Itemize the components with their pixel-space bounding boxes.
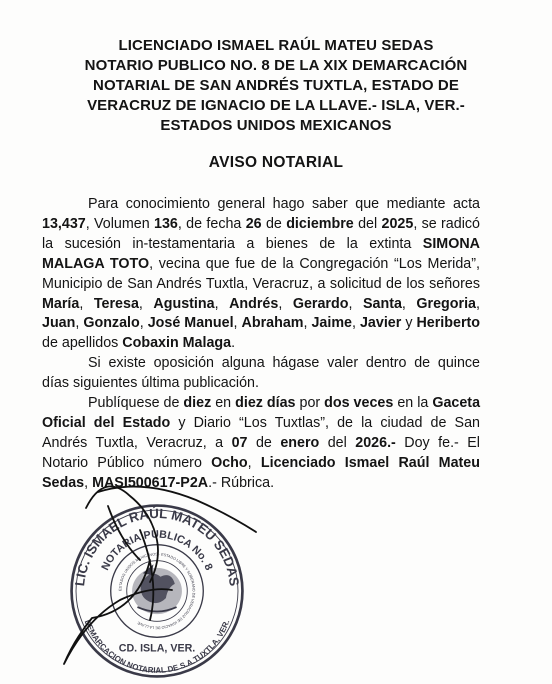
heir-name: José Manuel xyxy=(147,315,234,332)
heir-name: Heriberto xyxy=(416,315,481,332)
header-line: ESTADOS UNIDOS MEXICANOS xyxy=(160,117,392,134)
seal-inner-text: NOTARIA PUBLICA No. 8 xyxy=(99,528,215,573)
heir-name: Abraham xyxy=(241,315,304,332)
notary-seal xyxy=(68,502,246,680)
paragraph-succession: Para conocimiento general hago saber que mediante acta 13,437, Volumen 136, de fecha 26 de diciembre del 2025, se radicó la sucesión in-testamentaria a bienes de la extinta SIMONA MALAGA TOTO, vecina que fue de la Congregación “Los Merida”, Municipio de San Andrés Tuxtla, Veracruz, a solicitud de los señores María, Teresa, Agustina, Andrés, Gerardo, Santa, Gregoria, Juan, Gonzalo, José Manuel, Abraham, Jaime, Javier y Heriberto de apellidos Cobaxin Malaga. xyxy=(42,196,481,352)
seal-ring-text: ESTADOS UNIDOS MEXICANOS · ESTADO LIBRE Y SOBERANO DE VERACRUZ DE IGNACIO DE LA LLAVE xyxy=(118,552,196,630)
notice-body xyxy=(42,195,480,494)
header-line: NOTARIAL DE SAN ANDRÉS TUXTLA, ESTADO DE xyxy=(93,77,459,94)
seal-outer-text: LIC. ISMAEL RAÚL MATEU SEDAS xyxy=(72,505,242,587)
heir-name: Juan xyxy=(42,315,76,332)
heirs-surnames: Cobaxin Malaga xyxy=(122,335,232,352)
notice-title: AVISO NOTARIAL xyxy=(208,154,344,171)
coat-of-arms-icon xyxy=(132,564,182,614)
date-month: diciembre xyxy=(286,215,354,232)
acta-number: 13,437 xyxy=(42,215,86,232)
date-day: 26 xyxy=(245,215,262,232)
notary-name: Licenciado Ismael Raúl Mateu Sedas xyxy=(42,454,480,491)
heir-name: Andrés xyxy=(229,295,279,312)
heir-name: Agustina xyxy=(153,295,215,312)
notary-header xyxy=(40,36,512,136)
paragraph-publication: Publíquese de diez en diez días por dos veces en la Gaceta Oficial del Estado y Diario “Los Tuxtlas”, de la ciudad de San Andrés Tuxtla, Veracruz, a 07 de enero del 2026.- Doy fe.- El Notario Público número Ocho, Licenciado Ismael Raúl Mateu Sedas, MASI500617-P2A.- Rúbrica. xyxy=(42,395,481,491)
heir-name: Javier xyxy=(359,315,402,332)
heir-name: Jaime xyxy=(311,315,353,332)
header-line: NOTARIO PUBLICO NO. 8 DE LA XIX DEMARCACIÓN xyxy=(84,57,468,74)
heir-name: Gonzalo xyxy=(83,315,140,332)
header-line: VERACRUZ DE IGNACIO DE LA LLAVE.- ISLA, VER.- xyxy=(87,97,465,114)
date-year: 2025 xyxy=(381,215,414,232)
heir-name: Gregoria xyxy=(416,295,476,312)
deceased-name: SIMONA MALAGA TOTO xyxy=(42,235,480,272)
paragraph-opposition: Si existe oposición alguna hágase valer dentro de quince días siguientes última publicación. xyxy=(42,355,480,392)
heir-name: María xyxy=(42,295,80,312)
volume-number: 136 xyxy=(154,215,178,232)
seal-city-text: CD. ISLA, VER. xyxy=(118,642,196,655)
seal-bottom-text: DEMARCACION NOTARIAL DE S.A.TUXTLA, VER. xyxy=(82,618,232,675)
header-line: LICENCIADO ISMAEL RAÚL MATEU SEDAS xyxy=(118,37,434,54)
heir-name: Gerardo xyxy=(292,295,349,312)
notary-rfc: MASI500617-P2A xyxy=(92,474,209,491)
heir-name: Santa xyxy=(362,295,402,312)
gazette-name: Gaceta Oficial del Estado xyxy=(42,395,481,431)
heir-name: Teresa xyxy=(93,295,139,312)
